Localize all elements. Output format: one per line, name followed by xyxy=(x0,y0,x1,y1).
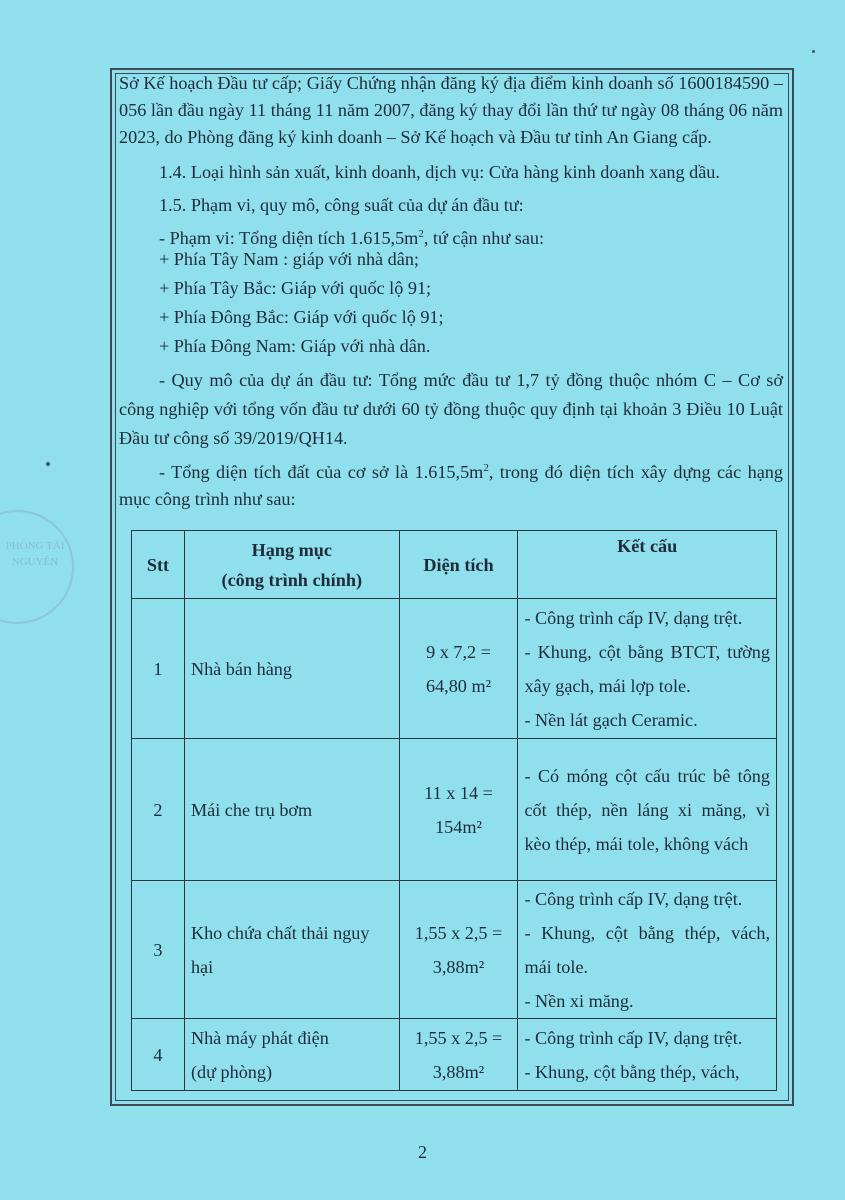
scan-speck xyxy=(812,50,815,53)
row-item-name-line: (dự phòng) xyxy=(190,1061,273,1082)
scale-paragraph: - Quy mô của dự án đầu tư: Tổng mức đầu tư 1,7 tỷ đồng thuộc nhóm C – Cơ sở công nghiệp với tổng vốn đầu tư dưới 60 tỷ đồng thuộc quy định tại khoản 3 Điều 10 Luật Đầu tư công số 39/2019/QH14. xyxy=(119,370,783,448)
row-stt: 2 xyxy=(132,739,185,881)
table-row xyxy=(132,881,777,1019)
row-item-name-line: Kho chứa chất thải nguy xyxy=(190,922,370,943)
row-area-line: 9 x 7,2 = xyxy=(426,641,491,662)
row-item-name-line: Nhà máy phát điện xyxy=(190,1027,329,1048)
page-number: 2 xyxy=(418,1142,427,1162)
header-item-line-1: Hạng mục xyxy=(251,539,332,560)
row-area-line: 64,80 m² xyxy=(425,675,492,696)
row-structure-line: - Công trình cấp IV, dạng trệt. xyxy=(524,607,743,628)
row-item-name xyxy=(184,739,399,881)
header-item xyxy=(184,531,399,599)
table-header-row xyxy=(132,531,777,599)
row-structure-line: - Công trình cấp IV, dạng trệt. xyxy=(524,888,743,909)
row-area xyxy=(399,1019,518,1091)
row-area-line: 154m² xyxy=(435,816,482,837)
land-area-paragraph: - Tổng diện tích đất của cơ sở là $1.615,5m^2$, trong đó diện tích xây dựng các hạng mục công trình như sau: xyxy=(119,461,783,509)
row-structure-line: - Khung, cột bằng thép, vách, xyxy=(524,1061,740,1082)
row-structure-line: - Có móng cột cấu trúc bê tông cốt thép, nền láng xi măng, vì kèo thép, mái tole, không vách xyxy=(524,765,770,854)
boundary-northwest: + Phía Tây Bắc: Giáp với quốc lộ 91; xyxy=(159,278,432,298)
boundary-northeast: + Phía Đông Bắc: Giáp với quốc lộ 91; xyxy=(159,307,444,327)
row-structure-line: - Công trình cấp IV, dạng trệt. xyxy=(524,1027,743,1048)
row-item-name xyxy=(184,881,399,1019)
row-item-name-line: Mái che trụ bơm xyxy=(190,799,313,820)
row-structure xyxy=(518,599,777,739)
row-structure xyxy=(518,1019,777,1091)
header-structure: Kết cấu xyxy=(518,531,777,599)
row-area-line: 11 x 14 = xyxy=(424,782,493,803)
faded-stamp xyxy=(0,510,74,624)
row-item-name-line: Nhà bán hàng xyxy=(190,658,292,679)
header-item-line-2: (công trình chính) xyxy=(221,569,362,590)
section-1-4: 1.4. Loại hình sản xuất, kinh doanh, dịch vụ: Cửa hàng kinh doanh xang dầu. xyxy=(159,162,720,182)
table-body xyxy=(132,599,777,1091)
construction-items-table xyxy=(131,530,777,1091)
scope-line: - Phạm vi: Tổng diện tích $1.615,5m^2$, tứ cận như sau: xyxy=(159,227,545,248)
row-stt: 3 xyxy=(132,881,185,1019)
row-stt: 1 xyxy=(132,599,185,739)
section-1-5: 1.5. Phạm vi, quy mô, công suất của dự án đầu tư: xyxy=(159,195,524,215)
row-area xyxy=(399,599,518,739)
row-area-line: 1,55 x 2,5 = xyxy=(414,922,503,943)
intro-paragraph: Sở Kế hoạch Đầu tư cấp; Giấy Chứng nhận đăng ký địa điểm kinh doanh số 1600184590 – 056 lần đầu ngày 11 tháng 11 năm 2007, đăng ký thay đổi lần thứ tư ngày 08 tháng 06 năm 2023, do Phòng đăng ký kinh doanh – Sở Kế hoạch và Đầu tư tỉnh An Giang cấp. xyxy=(119,73,783,147)
boundary-southwest: + Phía Tây Nam : giáp với nhà dân; xyxy=(159,249,419,269)
document-body xyxy=(119,70,783,513)
row-area xyxy=(399,881,518,1019)
header-area: Diện tích xyxy=(399,531,518,599)
table-row xyxy=(132,599,777,739)
row-item-name xyxy=(184,599,399,739)
table-row xyxy=(132,739,777,881)
row-item-name-line: hại xyxy=(190,956,214,977)
row-structure xyxy=(518,881,777,1019)
row-structure-line: - Khung, cột bằng thép, vách, mái tole. xyxy=(524,922,770,977)
row-area xyxy=(399,739,518,881)
table-row xyxy=(132,1019,777,1091)
row-structure-line: - Nền lát gạch Ceramic. xyxy=(524,709,698,730)
boundary-southeast: + Phía Đông Nam: Giáp với nhà dân. xyxy=(159,336,431,356)
row-stt: 4 xyxy=(132,1019,185,1091)
row-structure xyxy=(518,739,777,881)
row-area-line: 3,88m² xyxy=(432,956,485,977)
stamp-text: PHÒNG TÀI NGUYÊN xyxy=(5,540,65,568)
row-item-name xyxy=(184,1019,399,1091)
row-structure-line: - Khung, cột bằng BTCT, tường xây gạch, mái lợp tole. xyxy=(524,641,770,696)
scan-speck xyxy=(46,462,50,466)
header-stt: Stt xyxy=(132,531,185,599)
row-structure-line: - Nền xi măng. xyxy=(524,990,634,1011)
row-area-line: 3,88m² xyxy=(432,1061,485,1082)
row-area-line: 1,55 x 2,5 = xyxy=(414,1027,503,1048)
